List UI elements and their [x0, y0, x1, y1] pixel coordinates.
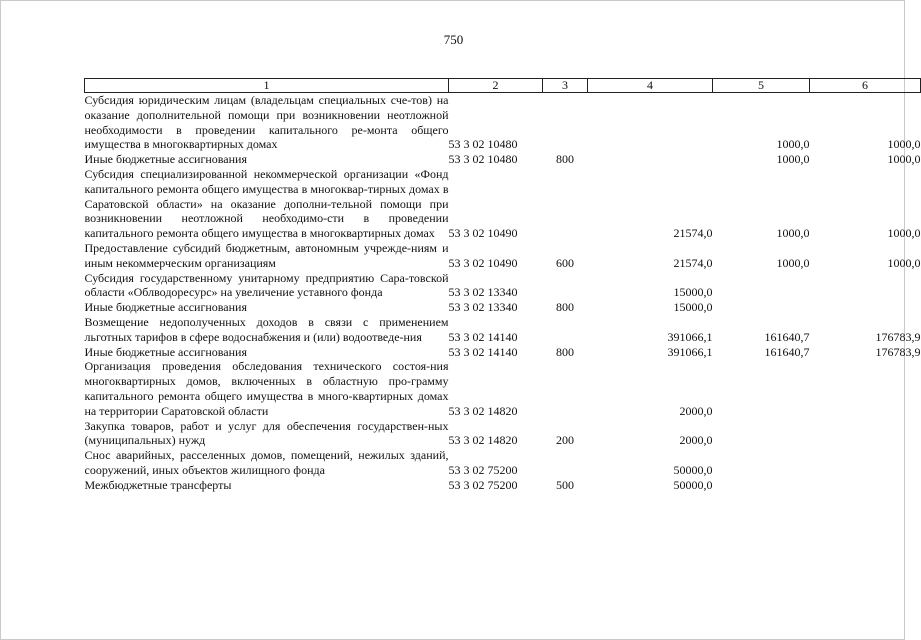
row-code: 53 3 02 14820: [448, 403, 518, 418]
row-value-1: [588, 93, 713, 153]
row-name: Субсидия государственному унитарному предприятию Сара-товской области «Облводоресурс» на увеличение уставного фонда: [84, 270, 449, 300]
row-value-3: 176783,9: [875, 344, 921, 359]
table-row: [85, 93, 921, 153]
table-row: [85, 167, 921, 241]
row-value-1: 50000,0: [673, 477, 713, 492]
row-value-3: 1000,0: [887, 152, 921, 167]
row-value-2: [713, 419, 810, 449]
row-value-2: [713, 271, 810, 301]
row-name: Возмещение недополученных доходов в связи с применением льготных тарифов в сфере водоснабжения и (или) водоотведе-ния: [84, 314, 449, 344]
page-number: 750: [443, 32, 464, 47]
row-value-1: 391066,1: [667, 344, 713, 359]
row-value-3: 1000,0: [887, 137, 921, 152]
row-value-3: [810, 300, 921, 315]
row-value-3: [810, 419, 921, 449]
row-type: [543, 93, 588, 153]
table-row: [85, 152, 921, 167]
row-value-1: 15000,0: [673, 285, 713, 300]
row-value-1: 15000,0: [673, 300, 713, 315]
table-row: [85, 345, 921, 360]
row-code: 53 3 02 75200: [448, 477, 518, 492]
row-name: Иные бюджетные ассигнования: [84, 300, 247, 315]
row-value-1: 391066,1: [667, 329, 713, 344]
row-value-3: [810, 478, 921, 493]
row-value-2: [713, 359, 810, 418]
row-type: 600: [556, 255, 574, 270]
row-name: Снос аварийных, расселенных домов, помещений, нежилых зданий, сооружений, иных объектов жилищного фонда: [84, 448, 449, 477]
row-value-1: 2000,0: [679, 433, 713, 448]
row-code: 53 3 02 10490: [448, 255, 518, 270]
table-row: [85, 300, 921, 315]
table-row: [85, 419, 921, 449]
row-value-1: 21574,0: [673, 226, 713, 241]
col-header-4: 4: [588, 79, 713, 93]
row-type: 800: [556, 152, 574, 167]
row-value-2: [713, 478, 810, 493]
row-value-2: 161640,7: [764, 344, 810, 359]
row-code: 53 3 02 14140: [448, 329, 518, 344]
row-type: [543, 359, 588, 418]
row-value-1: 2000,0: [679, 403, 713, 418]
row-value-1: 50000,0: [673, 462, 713, 477]
row-code: 53 3 02 75200: [448, 462, 518, 477]
table-row: [85, 241, 921, 271]
row-type: [543, 448, 588, 478]
row-value-2: [713, 448, 810, 478]
table-row: [85, 271, 921, 301]
row-value-2: [713, 300, 810, 315]
row-value-2: 1000,0: [776, 137, 810, 152]
row-type: [543, 167, 588, 241]
row-value-3: 176783,9: [875, 329, 921, 344]
row-code: 53 3 02 10490: [448, 226, 518, 241]
row-value-3: [810, 359, 921, 418]
row-code: 53 3 02 10480: [448, 137, 518, 152]
row-value-1: 21574,0: [673, 255, 713, 270]
row-type: [543, 271, 588, 301]
row-type: 200: [556, 433, 574, 448]
col-header-3: 3: [543, 79, 588, 93]
row-type: 500: [556, 477, 574, 492]
budget-table: [84, 78, 921, 493]
row-type: 800: [556, 300, 574, 315]
row-code: 53 3 02 14820: [448, 433, 518, 448]
row-name: Иные бюджетные ассигнования: [84, 344, 247, 359]
table-row: [85, 478, 921, 493]
row-name: Иные бюджетные ассигнования: [84, 152, 247, 167]
row-value-3: [810, 271, 921, 301]
row-name: Межбюджетные трансферты: [84, 477, 232, 492]
row-code: 53 3 02 10480: [448, 152, 518, 167]
col-header-2: 2: [449, 79, 543, 93]
row-value-3: [810, 448, 921, 478]
header-row: [85, 79, 921, 93]
col-header-6: 6: [810, 79, 921, 93]
row-name: Субсидия юридическим лицам (владельцам специальных сче-тов) на оказание дополнительной помощи при возникновении неотложной необходимости в проведении капитального ре-монта общего имущества в многоквартирных домах: [84, 93, 449, 152]
row-value-1: [588, 152, 713, 167]
table-row: [85, 448, 921, 478]
row-code: 53 3 02 14140: [448, 344, 518, 359]
col-header-5: 5: [713, 79, 810, 93]
row-name: Субсидия специализированной некоммерческой организации «Фонд капитального ремонта общего имущества в многоквар-тирных домах в Саратовской области» на оказание дополни-тельной помощи при возникновении неотложной необходимо-сти в проведении капитального ремонта общего имущества в многоквартирных домах: [84, 166, 449, 241]
row-value-2: 1000,0: [776, 255, 810, 270]
row-value-2: 1000,0: [776, 152, 810, 167]
row-type: 800: [556, 344, 574, 359]
row-value-2: 161640,7: [764, 329, 810, 344]
row-type: [543, 315, 588, 345]
row-code: 53 3 02 13340: [448, 300, 518, 315]
table-row: [85, 315, 921, 345]
row-name: Организация проведения обследования технического состоя-ния многоквартирных домов, включенных в областную про-грамму капитального ремонта общего имущества в много-квартирных домах на территории Саратовской области: [84, 359, 449, 418]
row-value-2: 1000,0: [776, 226, 810, 241]
row-value-3: 1000,0: [887, 226, 921, 241]
col-header-1: 1: [85, 79, 449, 93]
row-code: 53 3 02 13340: [448, 285, 518, 300]
table-row: [85, 359, 921, 418]
row-name: Предоставление субсидий бюджетным, автономным учрежде-ниям и иным некоммерческим организациям: [84, 240, 449, 270]
row-name: Закупка товаров, работ и услуг для обеспечения государствен-ных (муниципальных) нужд: [84, 418, 449, 448]
row-value-3: 1000,0: [887, 255, 921, 270]
